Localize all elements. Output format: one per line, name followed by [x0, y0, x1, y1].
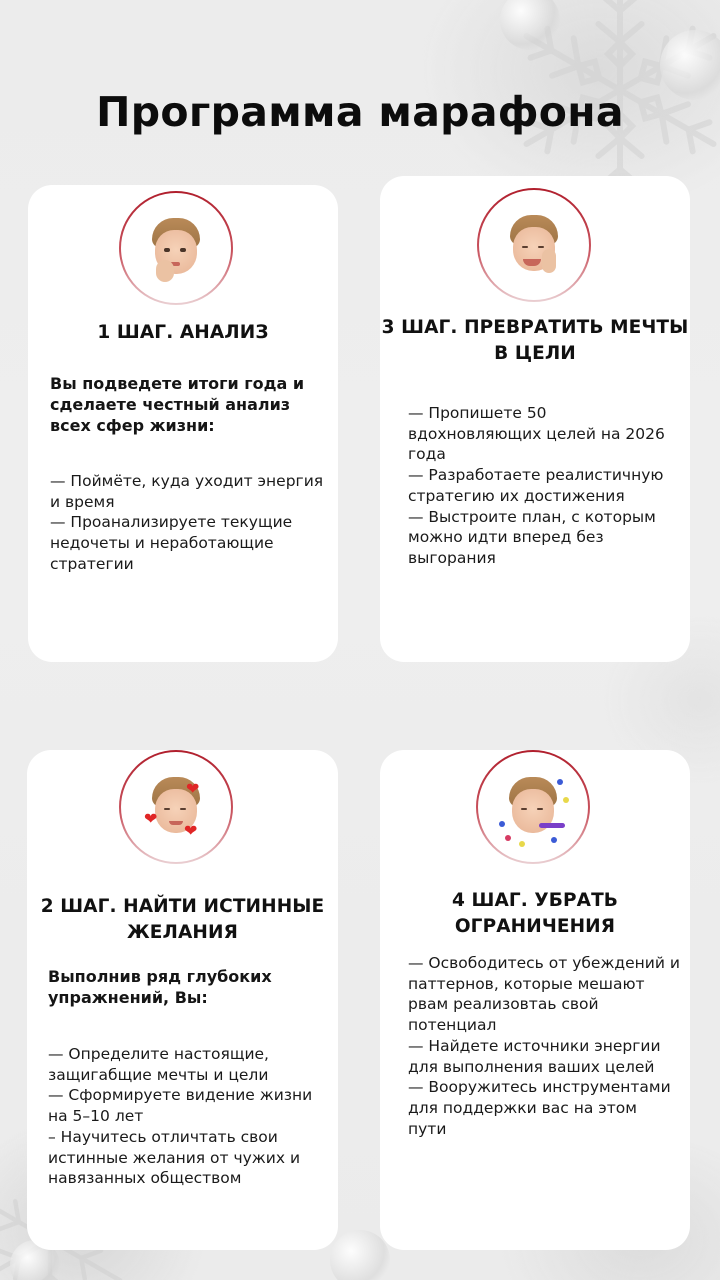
step-title: 3 ШАГ. ПРЕВРАТИТЬ МЕЧТЫ В ЦЕЛИ [381, 317, 689, 364]
heart-icon: ❤ [144, 809, 158, 828]
bauble-decoration [330, 1230, 390, 1280]
step-card-4 [380, 750, 690, 1250]
confetti-icon [505, 835, 511, 841]
page-title: Программа марафона [96, 88, 624, 136]
bullet-item: — Поймёте, куда уходит энергия и время [50, 472, 324, 511]
bullet-item: — Найдете источники энергии для выполнения ваших целей [408, 1036, 661, 1076]
party-horn-icon [539, 823, 565, 828]
step-bullets [408, 403, 680, 569]
step-card-3 [380, 176, 690, 662]
bullet-item: — Сформируете видение жизни на 5–10 лет [48, 1086, 313, 1126]
heart-icon: ❤ [184, 821, 198, 840]
bullet-item: — Пропишете 50 вдохновляющих целей на 2026 года [408, 404, 665, 464]
confetti-icon [551, 837, 557, 843]
confetti-icon [557, 779, 563, 785]
step-bullets [48, 1044, 328, 1189]
confetti-icon [519, 841, 525, 847]
step-bullets [408, 953, 680, 1139]
heart-icon: ❤ [186, 779, 200, 798]
step-bullets [50, 471, 328, 575]
party-memoji-icon [505, 777, 561, 837]
step-title: 4 ШАГ. УБРАТЬ ОГРАНИЧЕНИЯ [451, 890, 618, 937]
bullet-item: – Научитесь отличтать свои истинные желания от чужих и навязанных обществом [48, 1127, 301, 1188]
hearts-memoji-icon [144, 777, 204, 840]
avatar [477, 188, 591, 302]
step-intro: Вы подведете итоги года и сделаете честный анализ всех сфер жизни: [50, 374, 305, 435]
avatar [119, 191, 233, 305]
avatar [119, 750, 233, 864]
confetti-icon [499, 821, 505, 827]
avatar [476, 750, 590, 864]
confetti-icon [563, 797, 569, 803]
bullet-item: — Определите настоящие, защигабщие мечты и цели [48, 1045, 269, 1084]
step-card-1 [28, 185, 338, 662]
bullet-item: — Проанализируете текущие недочеты и неработающие стратегии [50, 513, 293, 573]
step-intro: Выполнив ряд глубоких упражнений, Вы: [48, 967, 272, 1007]
bullet-item: — Выстроите план, с которым можно идти вперед без выгорания [408, 507, 656, 567]
bullet-item: — Разработаете реалистичную стратегию их достижения [408, 466, 664, 505]
bullet-item: — Вооружитесь инструментами для поддержки вас на этом пути [408, 1078, 671, 1138]
step-card-2 [27, 750, 338, 1250]
peace-sign-memoji-icon [506, 215, 562, 275]
bullet-item: — Освободитесь от убеждений и паттернов, которые мешают рвам реализовтаь свой потенциал [408, 954, 680, 1035]
step-title: 2 ШАГ. НАЙТИ ИСТИННЫЕ ЖЕЛАНИЯ [40, 896, 325, 943]
step-title: 1 ШАГ. АНАЛИЗ [97, 322, 269, 343]
thinking-memoji-icon [148, 218, 204, 278]
